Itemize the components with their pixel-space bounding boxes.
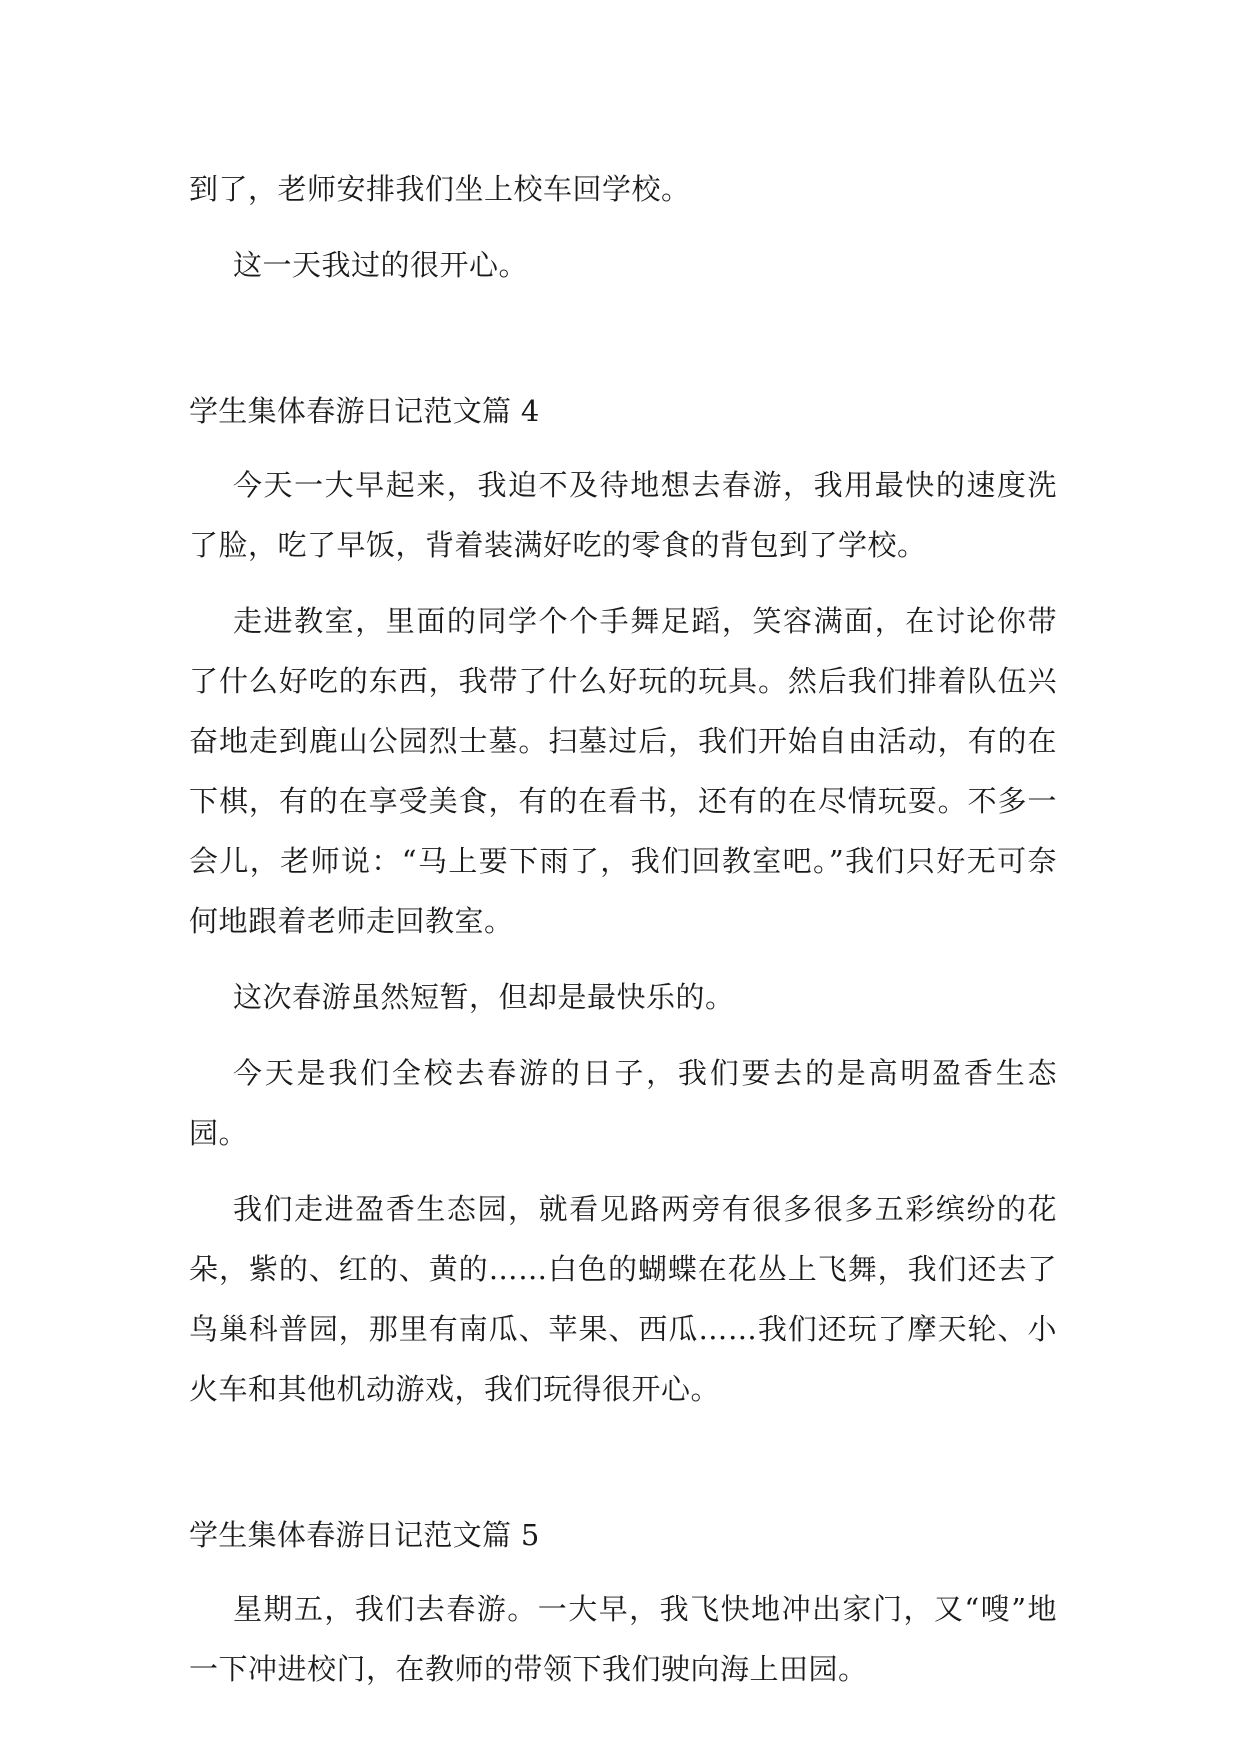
paragraph: 走进教室，里面的同学个个手舞足蹈，笑容满面，在讨论你带了什么好吃的东西，我带了什么好玩的玩具。然后我们排着队伍兴奋地走到鹿山公园烈士墓。扫墓过后，我们开始自由活动，有的在下棋，有的在享受美食，有的在看书，还有的在尽情玩耍。不多一会儿，老师说：“马上要下雨了，我们回教室吧。”我们只好无可奈何地跟着老师走回教室。	[189, 604, 1057, 938]
paragraph: 这次春游虽然短暂，但却是最快乐的。	[233, 980, 735, 1014]
paragraph: 我们走进盈香生态园，就看见路两旁有很多很多五彩缤纷的花朵，紫的、红的、黄的……白色的蝴蝶在花丛上飞舞，我们还去了鸟巢科普园，那里有南瓜、苹果、西瓜……我们还玩了摩天轮、小火车和其他机动游戏，我们玩得很开心。	[189, 1192, 1057, 1406]
paragraph: 今天一大早起来，我迫不及待地想去春游，我用最快的速度洗了脸，吃了早饭，背着装满好吃的零食的背包到了学校。	[189, 468, 1057, 562]
paragraph: 今天是我们全校去春游的日子，我们要去的是高明盈香生态园。	[189, 1056, 1057, 1150]
paragraph: 这一天我过的很开心。	[233, 248, 529, 282]
document-body	[189, 159, 1057, 1715]
paragraph: 星期五，我们去春游。一大早，我飞快地冲出家门，又“嗖”地一下冲进校门，在教师的带领下我们驶向海上田园。	[189, 1592, 1057, 1686]
paragraph-continuation: 到了，老师安排我们坐上校车回学校。	[189, 172, 691, 206]
section-heading-4: 学生集体春游日记范文篇 4	[189, 394, 540, 428]
section-heading-5: 学生集体春游日记范文篇 5	[189, 1518, 540, 1552]
